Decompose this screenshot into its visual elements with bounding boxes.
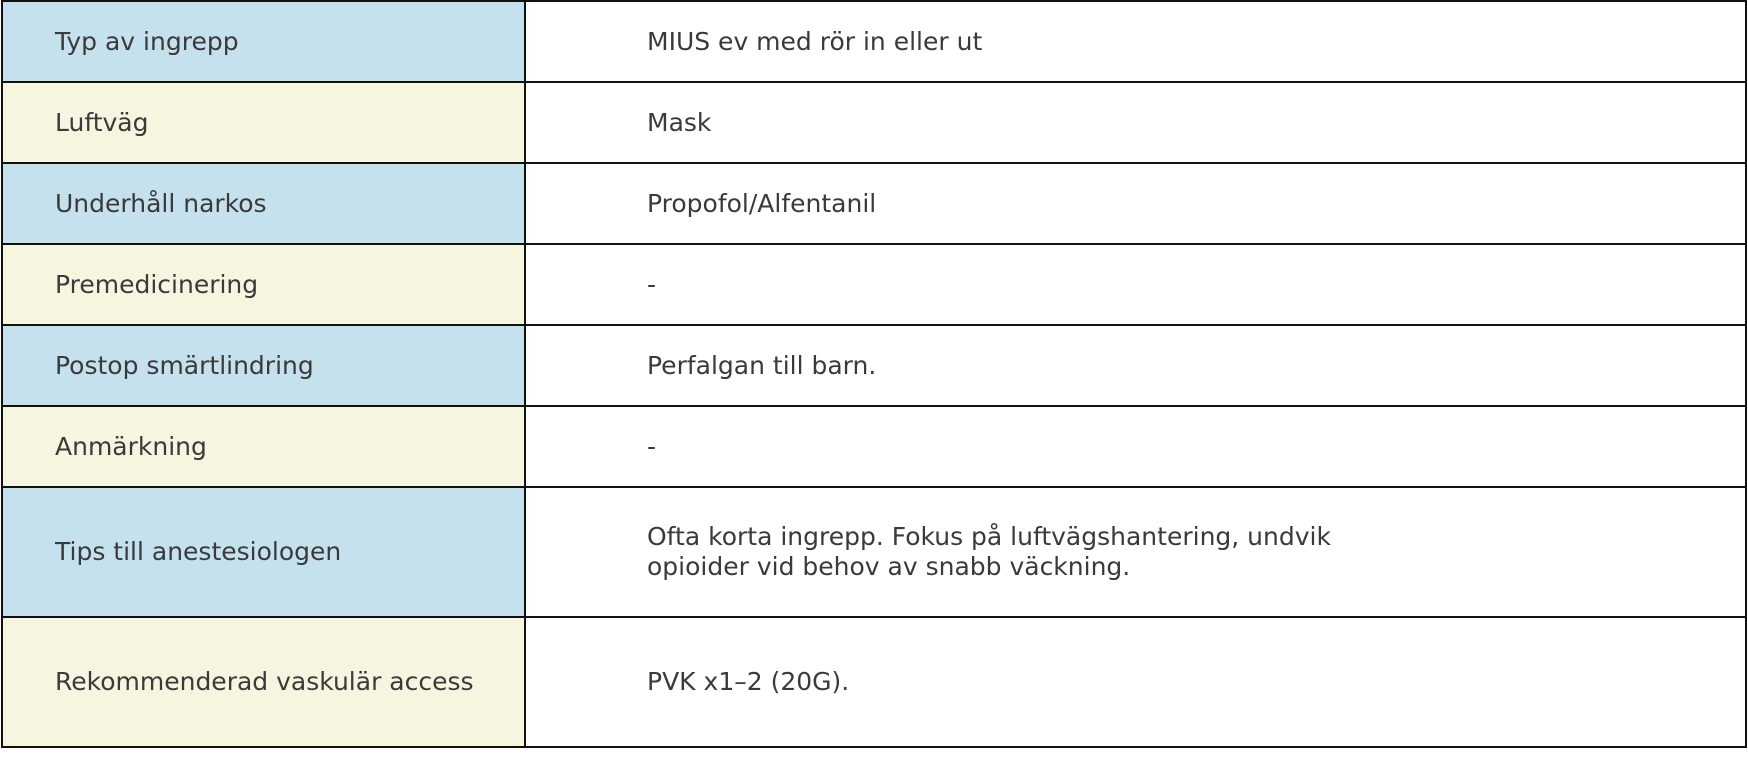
row-label: Tips till anestesiologen [2,487,525,617]
row-label: Typ av ingrepp [2,1,525,82]
row-value: - [525,244,1746,325]
row-label: Underhåll narkos [2,163,525,244]
row-value: Mask [525,82,1746,163]
table-row [2,325,1746,406]
row-value: MIUS ev med rör in eller ut [525,1,1746,82]
table-row [2,487,1746,617]
table-row [2,82,1746,163]
row-label: Luftväg [2,82,525,163]
table-row [2,617,1746,747]
row-label: Rekommenderad vaskulär access [2,617,525,747]
row-value: Ofta korta ingrepp. Fokus på luftvägshantering, undvik opioider vid behov av snabb väckning. [525,487,1746,617]
table-row [2,1,1746,82]
row-label: Postop smärtlindring [2,325,525,406]
info-table [1,0,1747,748]
row-value: Propofol/Alfentanil [525,163,1746,244]
row-label: Premedicinering [2,244,525,325]
table-row [2,244,1746,325]
table-row [2,163,1746,244]
row-value: - [525,406,1746,487]
row-value: Perfalgan till barn. [525,325,1746,406]
table-row [2,406,1746,487]
row-value: PVK x1–2 (20G). [525,617,1746,747]
row-label: Anmärkning [2,406,525,487]
